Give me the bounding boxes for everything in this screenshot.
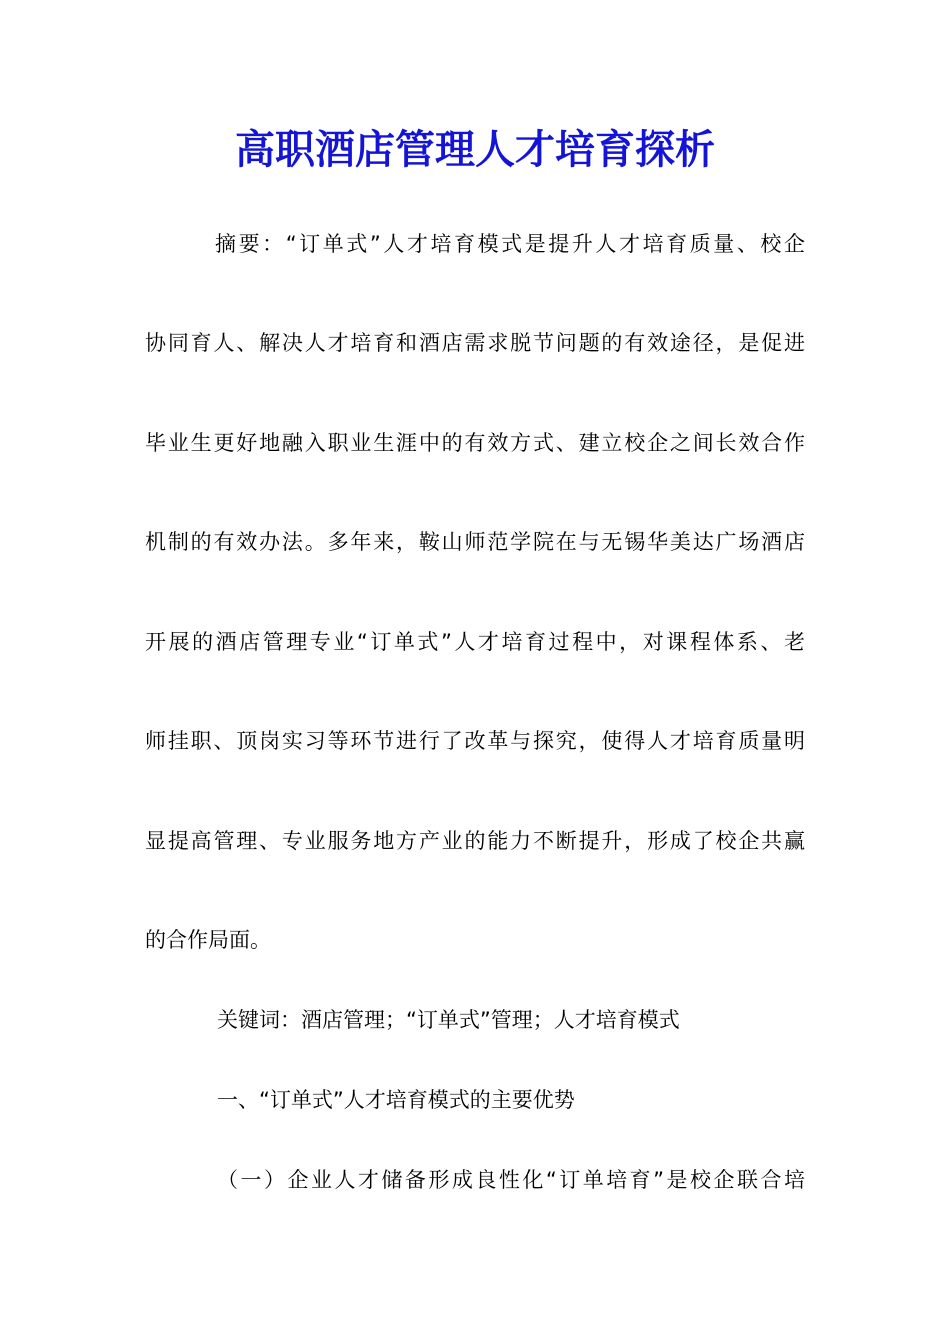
abstract-line: 开展的酒店管理专业“订单式”人才培育过程中，对课程体系、老 [145, 630, 805, 654]
keywords-line: 关键词：酒店管理；“订单式”管理；人才培育模式 [217, 1008, 680, 1032]
abstract-line: 毕业生更好地融入职业生涯中的有效方式、建立校企之间长效合作 [145, 431, 805, 455]
abstract-line: 机制的有效办法。多年来，鞍山师范学院在与无锡华美达广场酒店 [145, 530, 805, 554]
subsection-line: （一）企业人才储备形成良性化“订单培育”是校企联合培 [217, 1168, 805, 1192]
document-title: 高职酒店管理人才培育探析 [235, 126, 715, 173]
abstract-line: 摘要：“订单式”人才培育模式是提升人才培育质量、校企 [215, 232, 805, 256]
abstract-line: 的合作局面。 [145, 928, 271, 952]
section-heading: 一、“订单式”人才培育模式的主要优势 [217, 1088, 575, 1112]
abstract-line: 显提高管理、专业服务地方产业的能力不断提升，形成了校企共赢 [145, 829, 805, 853]
abstract-line: 协同育人、解决人才培育和酒店需求脱节问题的有效途径，是促进 [145, 331, 805, 355]
abstract-line: 师挂职、顶岗实习等环节进行了改革与探究，使得人才培育质量明 [145, 729, 805, 753]
